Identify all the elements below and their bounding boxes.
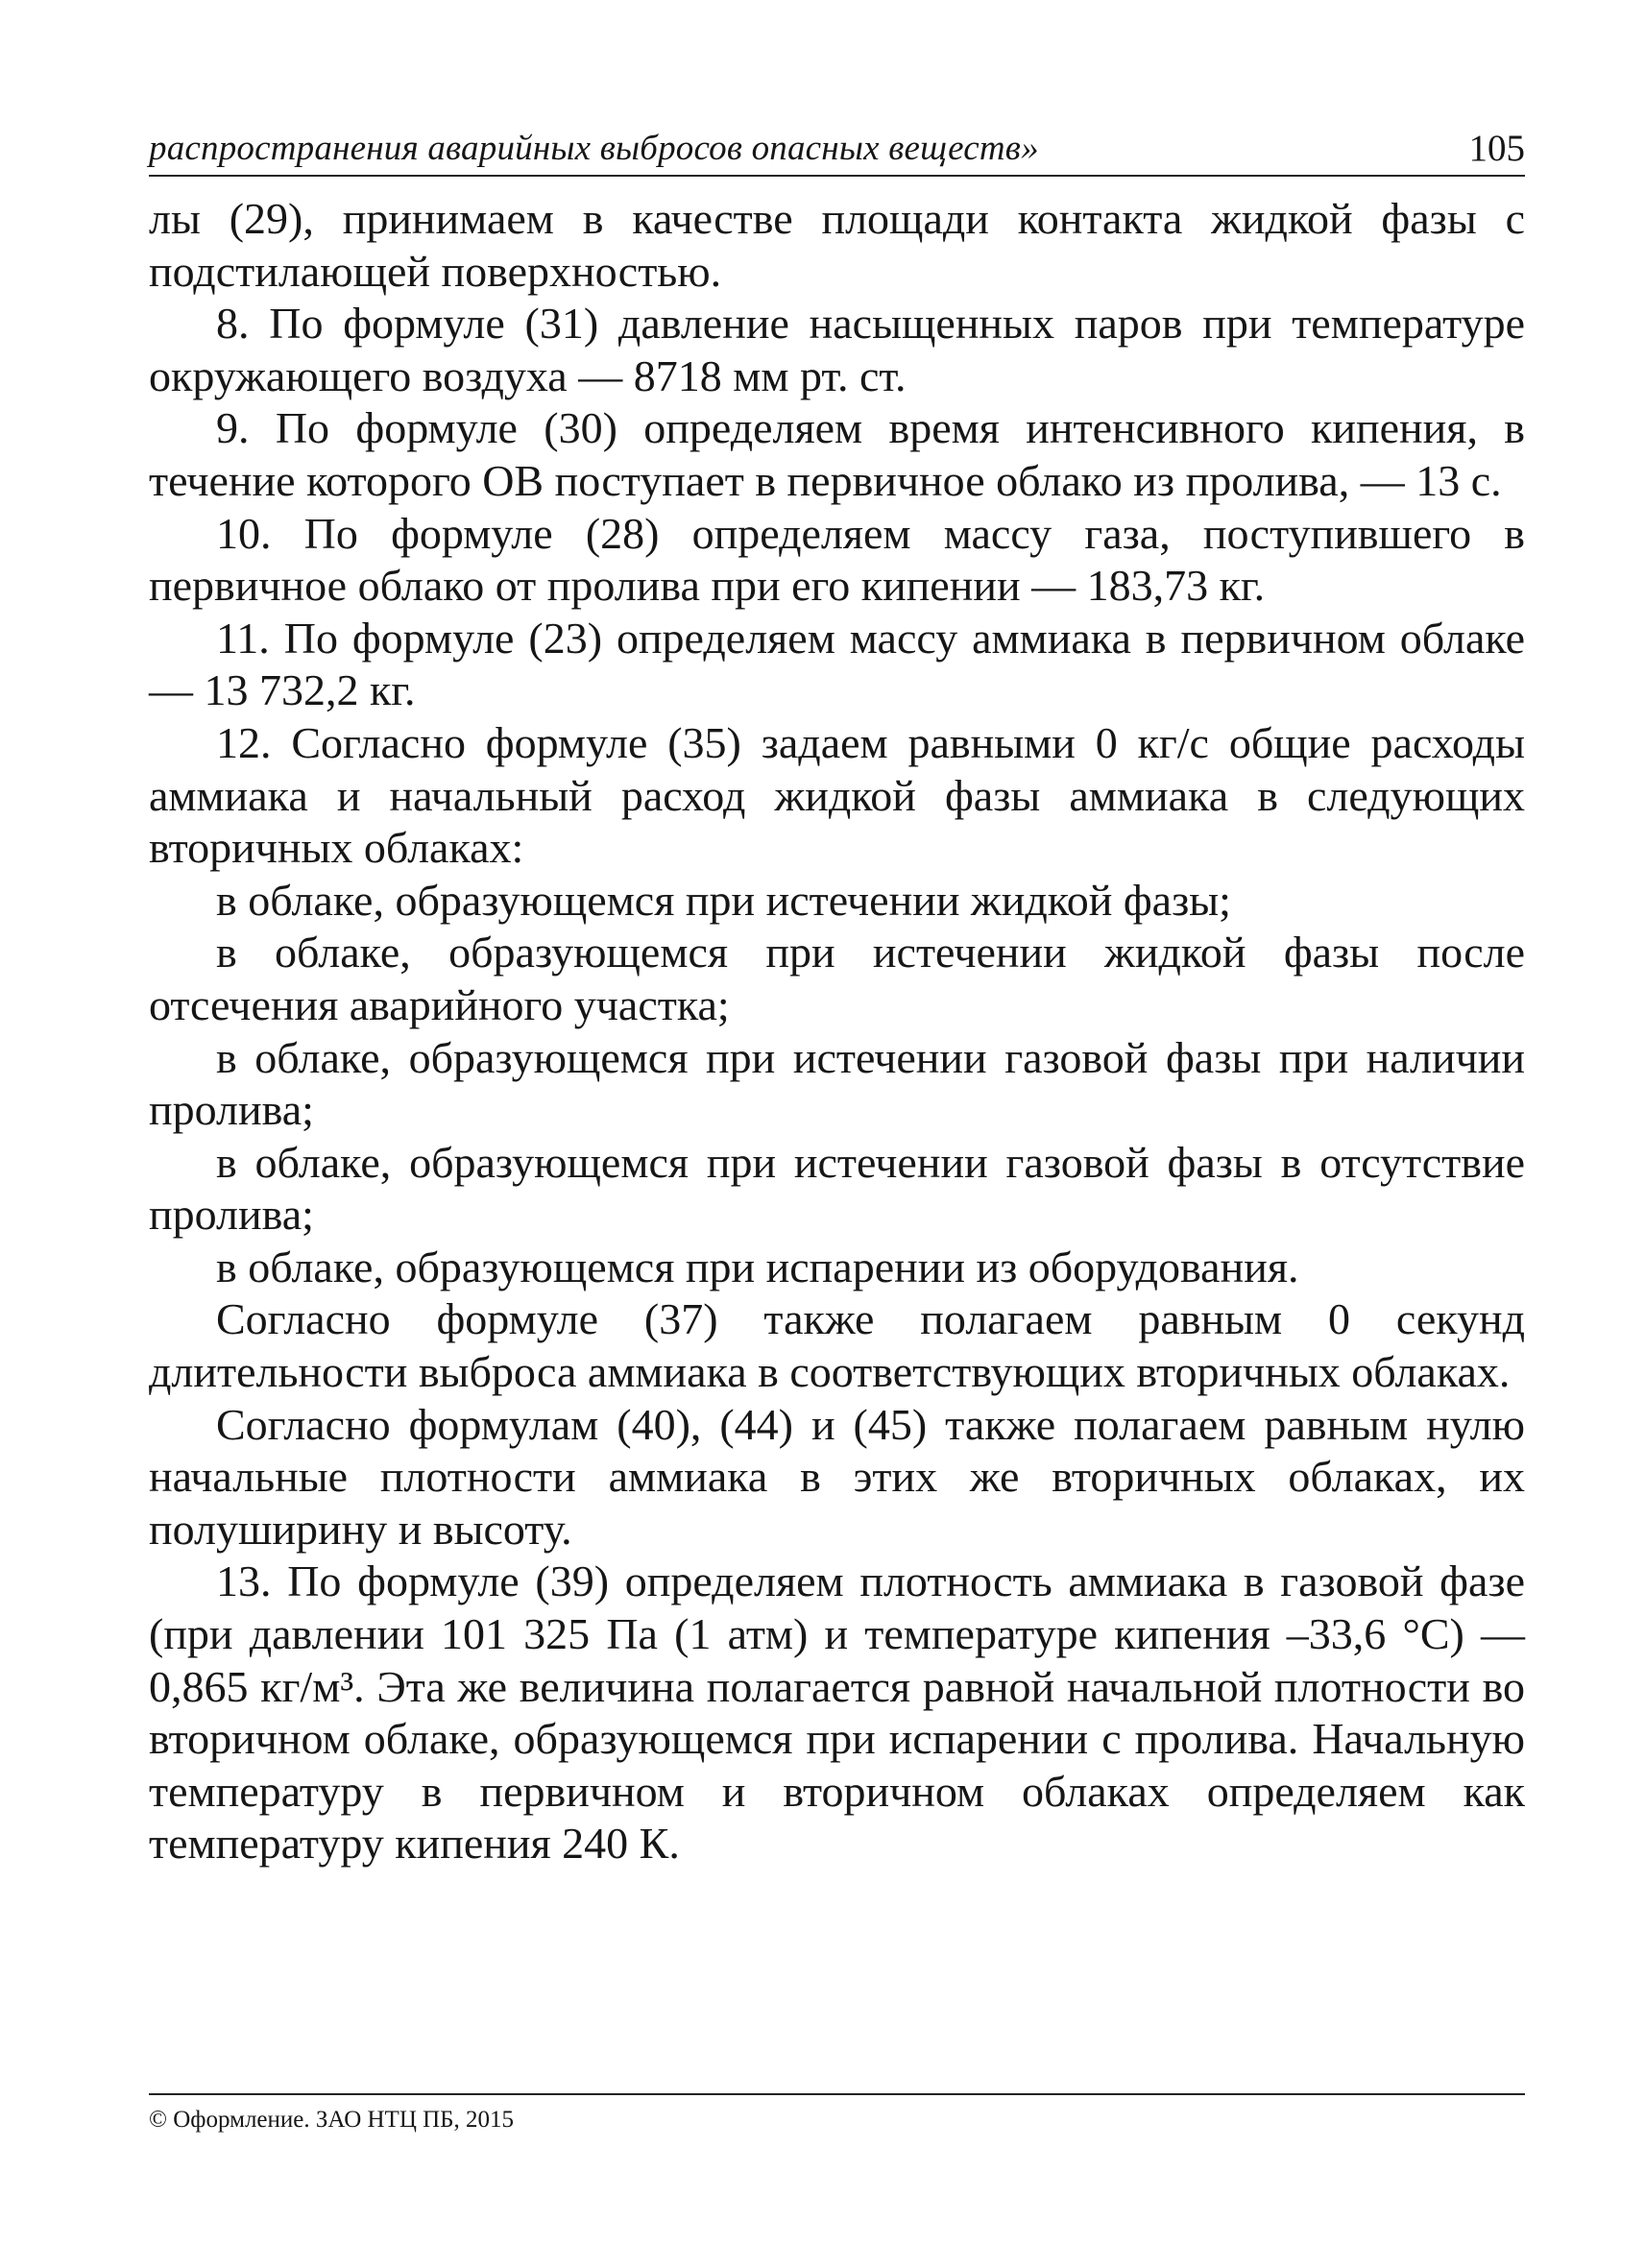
cloud-list-item: в облаке, образующемся при испарении из оборудования. <box>216 1242 1299 1291</box>
cloud-list-item: в облаке, образующемся при истечении газовой фазы в отсутствие пролива; <box>149 1137 1525 1240</box>
paragraph-formula-37: Согласно формуле (37) также полагаем равным 0 секунд длительности выброса аммиака в соответствующих вторичных облаках. <box>149 1294 1525 1397</box>
paragraph-item-10: 10. По формуле (28) определяем массу газа, поступившего в первичное облако от пролива при его кипении — 183,73 кг. <box>149 508 1525 611</box>
cloud-list-item: в облаке, образующемся при истечении жидкой фазы после отсечения аварийного участка; <box>149 928 1525 1029</box>
paragraph-item-11: 11. По формуле (23) определяем массу аммиака в первичном облаке — 13 732,2 кг. <box>149 613 1525 715</box>
paragraph-item-8: 8. По формуле (31) давление насыщенных паров при температуре окружающего воздуха — 8718 мм рт. ст. <box>149 299 1525 400</box>
cloud-list-item: в облаке, образующемся при истечении газовой фазы при наличии пролива; <box>149 1032 1525 1135</box>
paragraph-continuation: лы (29), принимаем в качестве площади контакта жидкой фазы с подстилающей поверхностью. <box>149 194 1525 296</box>
page-number: 105 <box>1468 128 1525 169</box>
footer-copyright: © Оформление. ЗАО НТЦ ПБ, 2015 <box>149 2107 515 2133</box>
paragraph-item-12: 12. Согласно формуле (35) задаем равными 0 кг/с общие расходы аммиака и начальный расход жидкой фазы аммиака в следующих вторичных облаках: <box>149 717 1525 873</box>
cloud-list-item: в облаке, образующемся при истечении жидкой фазы; <box>216 875 1231 925</box>
paragraph-formulas-40-44-45: Согласно формулам (40), (44) и (45) также полагаем равным нулю начальные плотности аммиака в этих же вторичных облаках, их полуширину и высоту. <box>149 1399 1525 1554</box>
footer-rule <box>149 2093 1525 2095</box>
paragraph-item-13: 13. По формуле (39) определяем плотность аммиака в газовой фазе (при давлении 101 325 Па (1 атм) и температуре кипения –33,6 °С) — 0,865 кг/м³. Эта же величина полагается равной начальной плотности во вторичном облаке, образующемся при испарении с пролива. Начальную температуру в первичном и вторичном облаках определяем как температуру кипения 240 К. <box>149 1556 1525 1869</box>
running-header <box>149 127 1525 177</box>
running-title: распространения аварийных выбросов опасных веществ» <box>149 129 1039 168</box>
page-body <box>149 193 1525 1870</box>
paragraph-item-9: 9. По формуле (30) определяем время интенсивного кипения, в течение которого ОВ поступает в первичное облако из пролива, — 13 с. <box>149 403 1525 505</box>
